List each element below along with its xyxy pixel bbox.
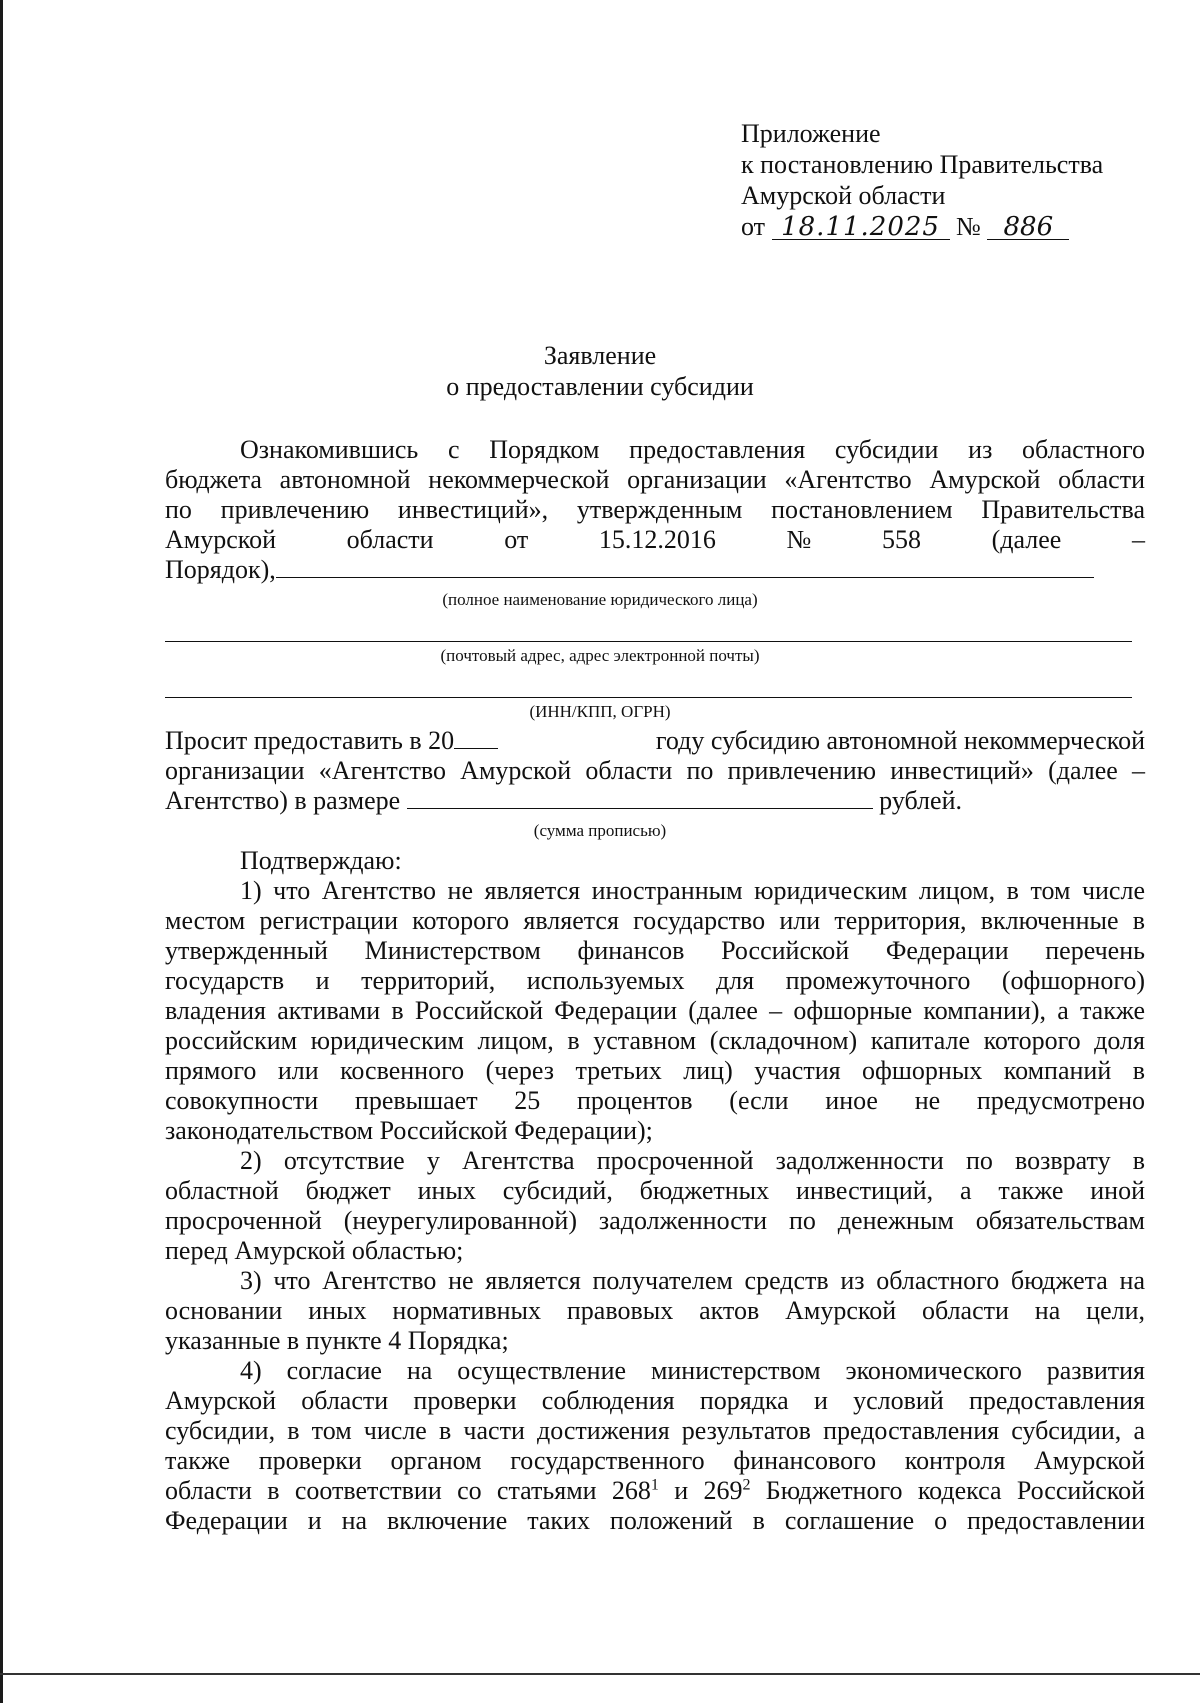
intro-line-1: Ознакомившись с Порядком предоставления субсидии из областного xyxy=(240,435,1145,464)
confirm-heading: Подтверждаю: xyxy=(240,846,402,875)
intro-word: от xyxy=(504,525,529,554)
number-label: № xyxy=(956,212,981,241)
intro-word: (далее xyxy=(991,525,1062,554)
appendix-line-1: Приложение xyxy=(741,119,881,148)
item4-line-5-c: Бюджетного кодекса Российской xyxy=(750,1476,1145,1505)
scan-edge-bottom xyxy=(0,1673,1200,1675)
item1-line-7: прямого или косвенного (через третьих лиц) участия офшорных компаний в xyxy=(165,1056,1145,1085)
intro-word: – xyxy=(1131,525,1145,554)
request-line-3-a: Агентство) в размере xyxy=(165,786,401,815)
request-line-2: организации «Агентство Амурской области по привлечению инвестиций» (далее – xyxy=(165,756,1145,785)
scan-edge-left xyxy=(0,0,3,1703)
appendix-line-4 xyxy=(741,211,1103,242)
item3-line-3: указанные в пункте 4 Порядка; xyxy=(165,1326,509,1355)
request-line-1 xyxy=(165,726,1145,756)
item4-line-3: субсидии, в том числе в части достижения результатов предоставления субсидии, а xyxy=(165,1416,1145,1445)
item1-line-1: 1) что Агентство не является иностранным юридическим лицом, в том числе xyxy=(240,876,1145,905)
item3-line-2: основании иных нормативных правовых актов Амурской области на цели, xyxy=(165,1296,1145,1325)
item1-line-2: местом регистрации которого является государство или территория, включенные в xyxy=(165,906,1145,935)
intro-word: Амурской xyxy=(165,525,276,554)
intro-line-5-text: Порядок), xyxy=(165,555,276,584)
request-line-1-a-wrap xyxy=(165,726,498,756)
intro-line-5 xyxy=(165,555,1145,585)
item4-line-5-a: области в соответствии со статьями 268 xyxy=(165,1476,651,1505)
item1-line-4: государств и территорий, используемых для промежуточного (офшорного) xyxy=(165,966,1145,995)
request-line-3-b: рублей. xyxy=(879,786,962,815)
item2-line-3: просроченной (неурегулированной) задолженности по денежным обязательствам xyxy=(165,1206,1145,1235)
inn-blank xyxy=(165,697,1132,698)
handwritten-date: 18.11.2025 xyxy=(772,215,950,240)
item3-line-1: 3) что Агентство не является получателем средств из областного бюджета на xyxy=(240,1266,1145,1295)
item4-line-2: Амурской области проверки соблюдения порядка и условий предоставления xyxy=(165,1386,1145,1415)
caption-entity-name: (полное наименование юридического лица) xyxy=(442,590,758,609)
item4-line-6: Федерации и на включение таких положений в соглашение о предоставлении xyxy=(165,1506,1145,1535)
document-title xyxy=(0,340,1200,402)
item1-line-8: совокупности превышает 25 процентов (если иное не предусмотрено xyxy=(165,1086,1145,1115)
request-line-1-a: Просит предоставить в 20 xyxy=(165,726,455,755)
superscript-2: 2 xyxy=(742,1476,751,1494)
appendix-line-2: к постановлению Правительства xyxy=(741,150,1104,179)
request-line-1-b: году субсидию автономной некоммерческой xyxy=(655,726,1145,755)
item2-line-2: областной бюджет иных субсидий, бюджетных инвестиций, а также иной xyxy=(165,1176,1145,1205)
handwritten-number: 886 xyxy=(987,215,1069,240)
superscript-1: 1 xyxy=(650,1476,659,1494)
title-line-1: Заявление xyxy=(543,341,657,370)
item1-line-3: утвержденный Министерством финансов Российской Федерации перечень xyxy=(165,936,1145,965)
address-blank xyxy=(165,641,1132,642)
intro-word: 15.12.2016 xyxy=(598,525,716,554)
entity-name-blank xyxy=(276,557,1094,578)
item1-line-6: российским юридическим лицом, в уставном (складочном) капитале которого доля xyxy=(165,1026,1145,1055)
caption-inn: (ИНН/КПП, ОГРН) xyxy=(529,702,671,721)
intro-line-4 xyxy=(165,525,1145,555)
appendix-block xyxy=(741,118,1103,242)
year-blank xyxy=(454,728,498,749)
item4-line-4: также проверки органом государственного финансового контроля Амурской xyxy=(165,1446,1145,1475)
item1-line-9: законодательством Российской Федерации); xyxy=(165,1116,653,1145)
caption-address: (почтовый адрес, адрес электронной почты) xyxy=(440,646,760,665)
intro-word: 558 xyxy=(881,525,921,554)
title-line-2: о предоставлении субсидии xyxy=(446,372,754,401)
intro-line-3: по привлечению инвестиций», утвержденным постановлением Правительства xyxy=(165,495,1145,524)
from-label: от xyxy=(741,212,766,241)
item1-line-5: владения активами в Российской Федерации (далее – офшорные компании), а также xyxy=(165,996,1145,1025)
item4-line-5-b: и 269 xyxy=(658,1476,743,1505)
caption-amount: (сумма прописью) xyxy=(533,821,667,840)
intro-word: области xyxy=(346,525,434,554)
intro-line-2: бюджета автономной некоммерческой организации «Агентство Амурской области xyxy=(165,465,1145,494)
item4-line-5 xyxy=(165,1476,1145,1506)
appendix-line-3: Амурской области xyxy=(741,181,946,210)
item2-line-1: 2) отсутствие у Агентства просроченной задолженности по возврату в xyxy=(240,1146,1145,1175)
amount-blank xyxy=(407,788,873,809)
item2-line-4: перед Амурской областью; xyxy=(165,1236,464,1265)
item4-line-1: 4) согласие на осуществление министерством экономического развития xyxy=(240,1356,1145,1385)
request-line-3 xyxy=(165,786,1145,816)
intro-word: № xyxy=(786,525,812,554)
